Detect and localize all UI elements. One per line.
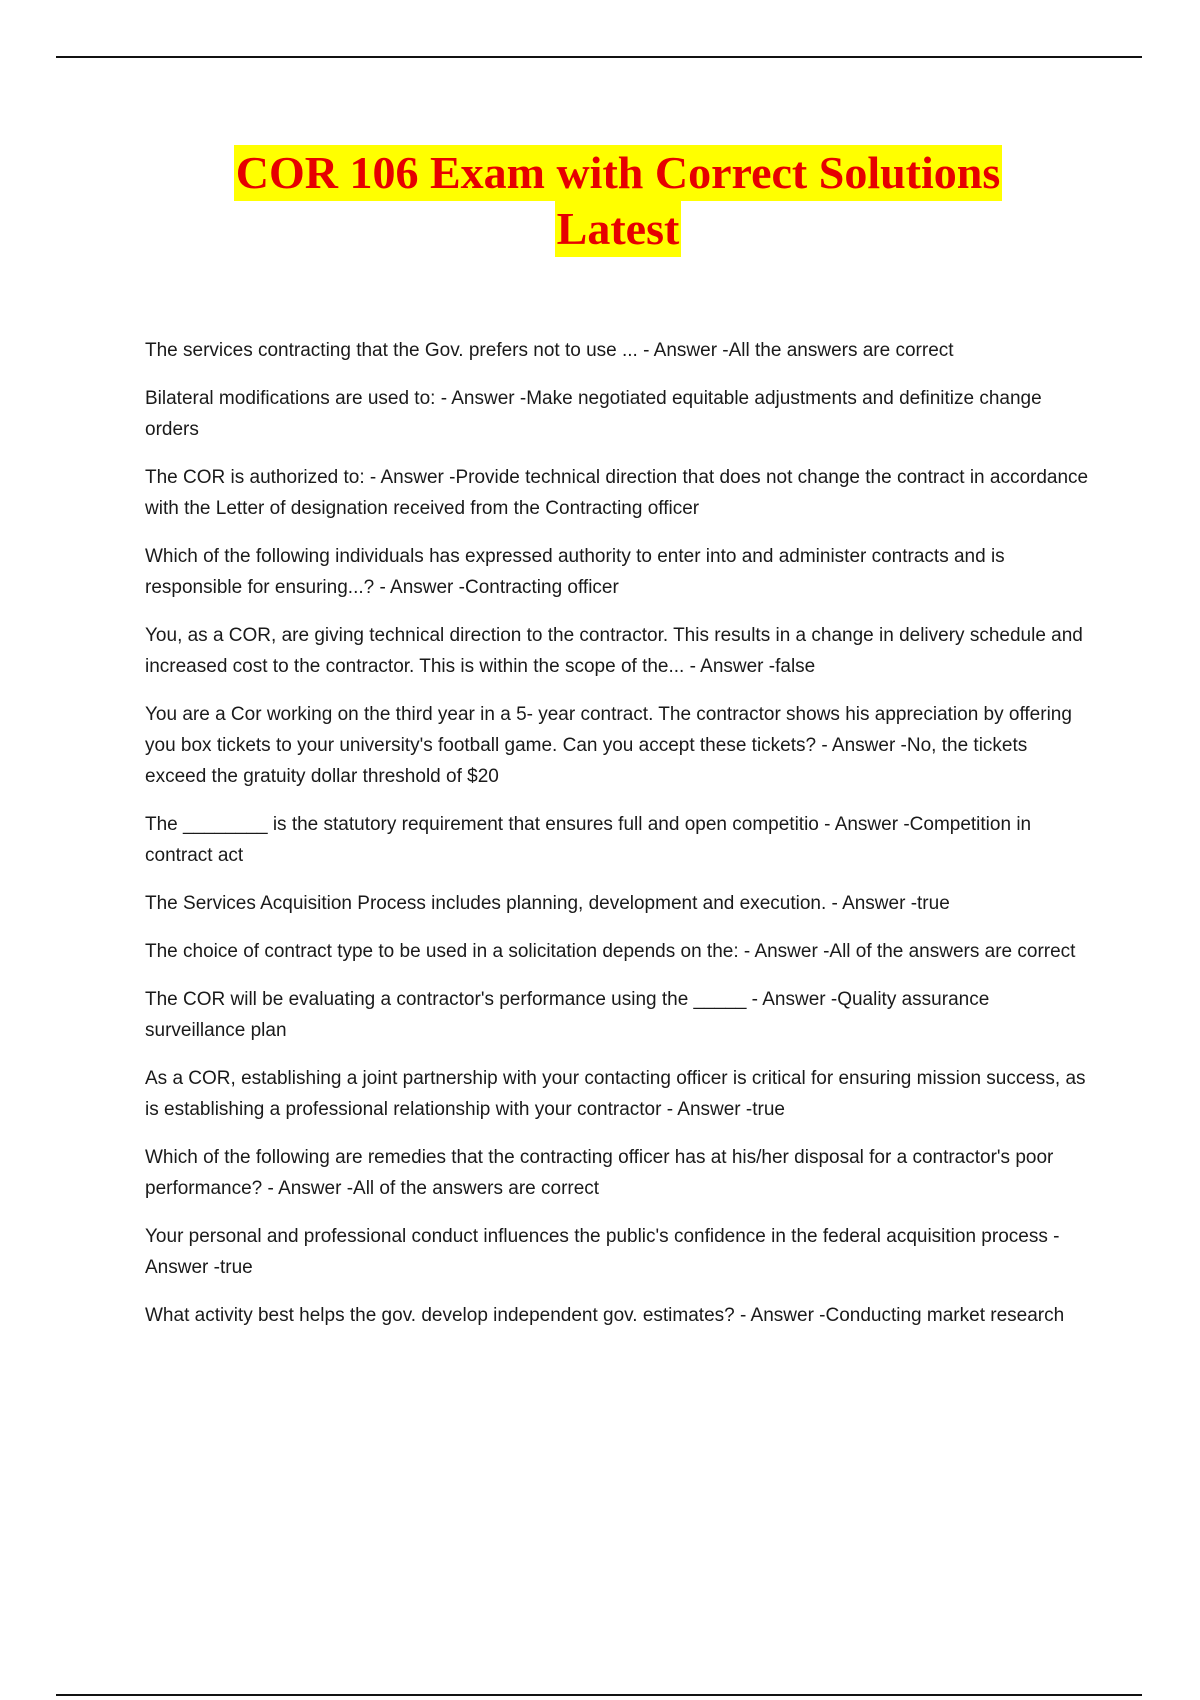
qa-item: The ________ is the statutory requirement that ensures full and open competitio - Answer -Competition in contract act <box>145 814 1032 866</box>
top-rule <box>56 56 1142 58</box>
qa-item: Your personal and professional conduct influences the public's confidence in the federal acquisition process - Answer -true <box>145 1226 1060 1278</box>
bottom-rule <box>56 1694 1142 1696</box>
qa-item: As a COR, establishing a joint partnership with your contacting officer is critical for ensuring mission success, as is establishing a professional relationship with your contractor - Answer -true <box>145 1068 1086 1120</box>
qa-item: Which of the following individuals has expressed authority to enter into and administer contracts and is responsible for ensuring...? - Answer -Contracting officer <box>145 546 1005 598</box>
document-title <box>0 145 1200 257</box>
qa-item: The Services Acquisition Process includes planning, development and execution. - Answer -true <box>145 893 950 914</box>
qa-item: The COR will be evaluating a contractor's performance using the _____ - Answer -Quality assurance surveillance plan <box>145 989 990 1041</box>
qa-item: The services contracting that the Gov. prefers not to use ... - Answer -All the answers are correct <box>145 340 954 361</box>
qa-item: The choice of contract type to be used in a solicitation depends on the: - Answer -All of the answers are correct <box>145 941 1076 962</box>
title-line-2: Latest <box>555 201 682 257</box>
qa-item: You are a Cor working on the third year in a 5- year contract. The contractor shows his appreciation by offering you box tickets to your university's football game. Can you accept these tickets? - Answer -No, the tickets exceed the gratuity dollar threshold of $20 <box>145 704 1072 787</box>
qa-item: What activity best helps the gov. develop independent gov. estimates? - Answer -Conducting market research <box>145 1305 1065 1326</box>
question-answer-list <box>145 335 1090 1348</box>
title-line-1: COR 106 Exam with Correct Solutions <box>234 145 1003 201</box>
qa-item: Bilateral modifications are used to: - Answer -Make negotiated equitable adjustments and definitize change orders <box>145 388 1042 440</box>
qa-item: The COR is authorized to: - Answer -Provide technical direction that does not change the contract in accordance with the Letter of designation received from the Contracting officer <box>145 467 1089 519</box>
qa-item: You, as a COR, are giving technical direction to the contractor. This results in a change in delivery schedule and increased cost to the contractor. This is within the scope of the... - Answer -false <box>145 625 1083 677</box>
qa-item: Which of the following are remedies that the contracting officer has at his/her disposal for a contractor's poor performance? - Answer -All of the answers are correct <box>145 1147 1054 1199</box>
